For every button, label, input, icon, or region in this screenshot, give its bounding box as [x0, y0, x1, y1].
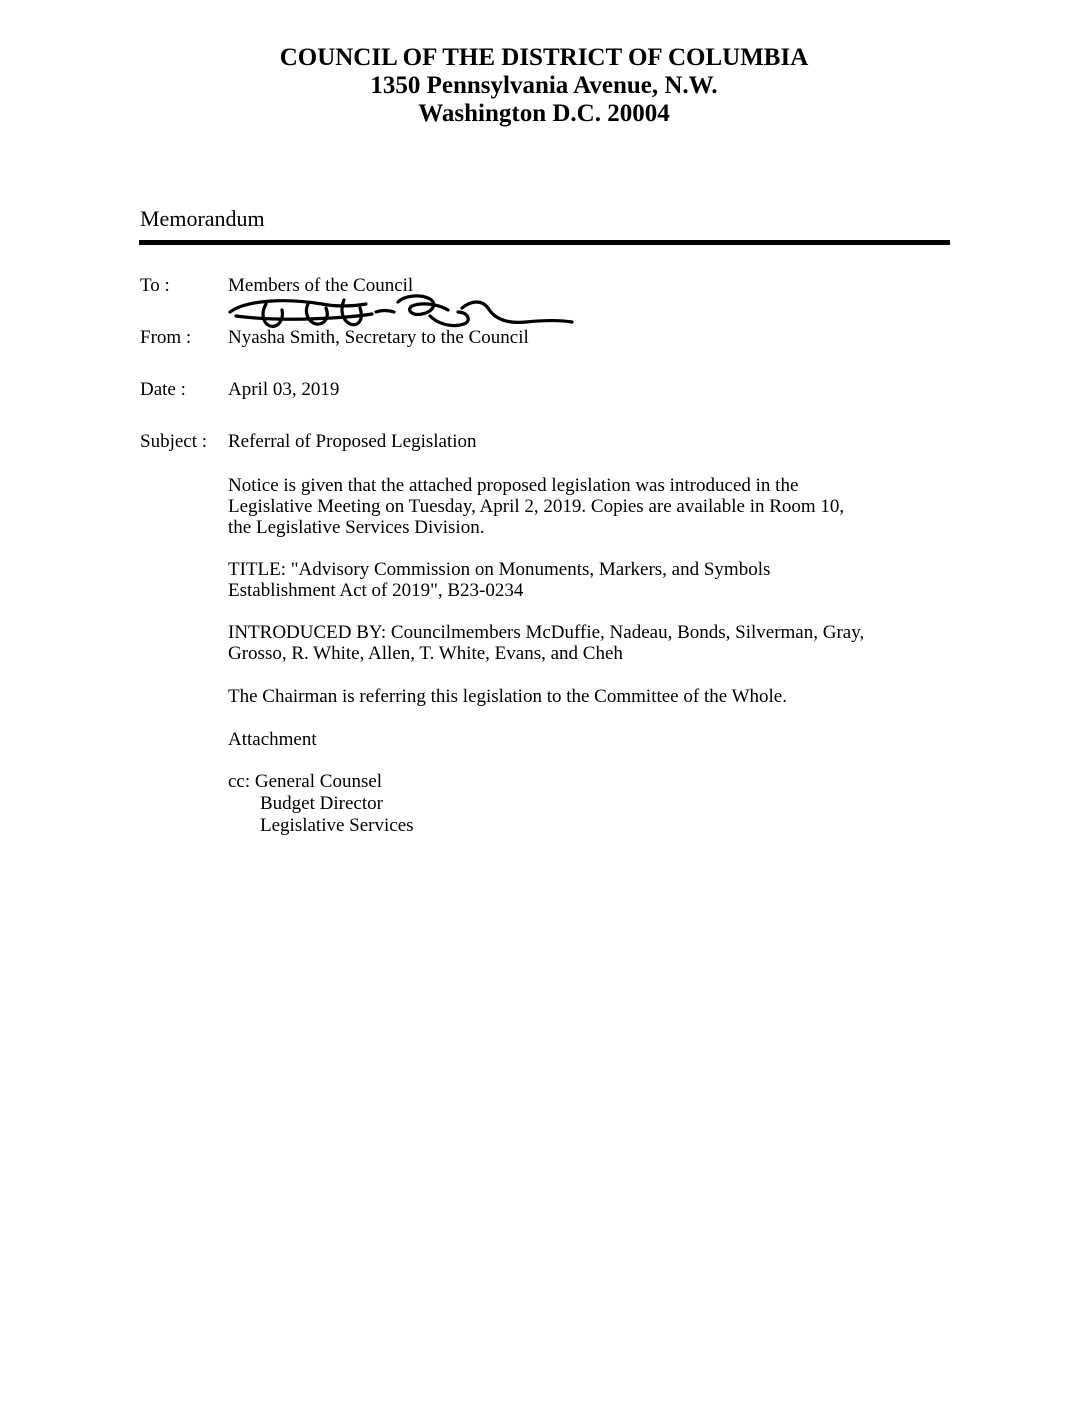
subject-label: Subject : [140, 431, 208, 452]
notice-line: the Legislative Services Division. [228, 517, 485, 538]
title-line: Establishment Act of 2019", B23-0234 [228, 580, 524, 601]
cc-list [228, 771, 414, 837]
date-label: Date : [140, 379, 186, 400]
letterhead-council-name: COUNCIL OF THE DISTRICT OF COLUMBIA [279, 44, 809, 71]
cc-line: Budget Director [260, 793, 383, 814]
introduced-line: Grosso, R. White, Allen, T. White, Evans, and Cheh [228, 643, 623, 664]
title-line: TITLE: "Advisory Commission on Monuments, Markers, and Symbols [228, 559, 771, 580]
introduced-line: INTRODUCED BY: Councilmembers McDuffie, Nadeau, Bonds, Silverman, Gray, [228, 622, 865, 643]
cc-line: Legislative Services [260, 815, 414, 836]
attachment-line: Attachment [228, 729, 317, 750]
letterhead [0, 44, 1088, 128]
attachment-note [228, 729, 958, 750]
title-paragraph [228, 559, 958, 601]
to-value: Members of the Council [228, 275, 414, 296]
notice-paragraph [228, 475, 958, 538]
memo-heading: Memorandum [140, 206, 265, 231]
cc-line: cc: General Counsel [228, 771, 383, 792]
from-value: Nyasha Smith, Secretary to the Council [228, 327, 529, 348]
letterhead-street-address: 1350 Pennsylvania Avenue, N.W. [370, 72, 718, 99]
notice-line: Notice is given that the attached proposed legislation was introduced in the [228, 475, 799, 496]
date-value: April 03, 2019 [228, 379, 340, 400]
notice-line: Legislative Meeting on Tuesday, April 2, 2019. Copies are available in Room 10, [228, 496, 845, 517]
introduced-by-paragraph [228, 622, 958, 664]
referral-line: The Chairman is referring this legislation to the Committee of the Whole. [228, 686, 787, 707]
to-label: To : [140, 275, 170, 296]
referral-paragraph [228, 686, 958, 707]
letterhead-city: Washington D.C. 20004 [418, 100, 670, 127]
from-label: From : [140, 327, 192, 348]
heading-rule [139, 240, 950, 245]
subject-value: Referral of Proposed Legislation [228, 431, 477, 452]
